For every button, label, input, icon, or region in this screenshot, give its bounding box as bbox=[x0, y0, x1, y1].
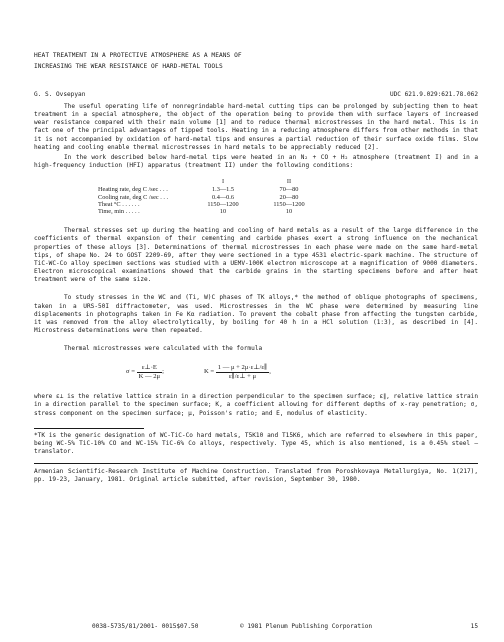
byline bbox=[34, 91, 478, 103]
cell-value: 1150—1200 bbox=[207, 200, 239, 208]
formula-fraction-sigma bbox=[137, 364, 163, 381]
cell-value: 10 bbox=[219, 208, 227, 216]
fraction-numerator: ε⊥·E bbox=[137, 364, 163, 373]
title-line-2: INCREASING THE WEAR RESISTANCE OF HARD-METAL TOOLS bbox=[34, 63, 223, 70]
conditions-header-row bbox=[94, 178, 322, 186]
cell-value: 1.3—1.5 bbox=[211, 186, 235, 194]
conditions-table bbox=[94, 178, 322, 215]
journal-code: 0038-5735/81/2001- 0015$07.50 bbox=[92, 623, 199, 630]
paragraph-intro: The useful operating life of nonregrindable hard-metal cutting tips can be prolonged by subjecting them to heat treatment in a special atmosphere, the object of the operation being to provide them with surface layers of increased wear resistance compared with their main volume [1] and to reduce thermal microstresses in the hard metal. This is in fact one of the principal advantages of tipped tools. Heating in a reducing atmosphere differs from other methods in that it is not accompanied by oxidation of hard-metal tips and ensures a partial reduction of their surface oxide films. Slow heating and cooling enable thermal microstresses in hard metals to be appreciably reduced [2]. bbox=[34, 103, 478, 151]
fraction-numerator: 1 — μ + 2μ·ε⊥/ε∥ bbox=[217, 363, 268, 371]
paragraph-formula-intro: Thermal microstresses were calculated with the formula bbox=[64, 345, 263, 353]
formula-separator: ; bbox=[162, 368, 164, 376]
row-label: Heating rate, deg C /sec . . . bbox=[98, 186, 168, 194]
table-row bbox=[94, 194, 322, 201]
stress-formula bbox=[126, 361, 478, 383]
row-label: Cooling rate, deg C /sec . . . bbox=[98, 193, 169, 201]
row-label: Theat °C . . . . . . bbox=[98, 200, 140, 208]
cell-value: 70—80 bbox=[279, 186, 299, 194]
title-line-1: HEAT TREATMENT IN A PROTECTIVE ATMOSPHERE AS A MEANS OF bbox=[34, 52, 242, 59]
affiliation-divider bbox=[34, 463, 478, 464]
footnote: *TK is the generic designation of WC-TiC-Co hard metals, T5K10 and T15K6, which are referred to elsewhere in this paper, being WC-5% TiC-10% CO and WC-15% TiC-6% Co alloys, respectively. Type 45, which is also mentioned, is a 0.45% steel — translator. bbox=[34, 431, 478, 456]
paragraph-stress-study: To study stresses in the WC and (Ti, W)C phases of TK alloys,* the method of oblique photographs of specimens, taken in a URS-50I diffractometer, was used. Microstresses in the WC phase were determined by measuring line displacements in photographs taken in Fe Kα radiation. To prevent the cobalt phase from affecting the tungsten carbide, it was removed from the alloy electrolytically, by boiling for 40 h in a HCl solution (1:3), as described in [4]. Microstress determinations were then repeated. bbox=[34, 294, 478, 334]
article-title bbox=[34, 50, 478, 72]
table-row bbox=[94, 186, 322, 193]
page-footer bbox=[92, 623, 478, 632]
paragraph-symbol-definitions: where ε⊥ is the relative lattice strain in a direction perpendicular to the specimen surface; ε∥, relative lattice strain in a direction parallel to the specimen surface; K, a coefficient allowing for different depths of x-ray penetration; σ, stress component on the specimen surface; μ, Poisson's ratio; and E, modulus of elasticity. bbox=[34, 393, 478, 417]
table-row bbox=[94, 208, 322, 215]
page-number: 15 bbox=[470, 623, 478, 630]
author-name: G. S. Ovsepyan bbox=[34, 91, 86, 98]
formula-lhs: σ = bbox=[126, 368, 135, 376]
formula-fraction-k bbox=[216, 364, 269, 381]
paragraph-thermal-stresses: Thermal stresses set up during the heating and cooling of hard metals as a result of the large difference in the coefficients of thermal expansion of their cementing and carbide phases exert a strong influence on the mechanical properties of these alloys [3]. Determinations of thermal microstresses in each phase were made on the same hard-metal tips, of shape No. 24 to GOST 2209-69, after they were sectioned in a type 4531 electric-spark machine. The structure of TiC-WC-Co alloy specimen sections was studied with a UEMV-100K electron microscope at a magnification of 9000 diameters. Electron microscopical examinations showed that the carbide grains in the starting specimens before and after heat treatment were of the same size. bbox=[34, 227, 478, 284]
udc-code: UDC 621.9.029:621.78.062 bbox=[389, 91, 478, 98]
copyright-notice: © 1981 Plenum Publishing Corporation bbox=[240, 623, 373, 630]
table-row bbox=[94, 201, 322, 208]
affiliation-note: Armenian Scientific-Research Institute of Machine Construction. Translated from Poroshkovaya Metallurgiya, No. 1(217), pp. 19-23, January, 1981. Original article submitted, after revision, September 30, 1980. bbox=[34, 468, 478, 484]
cell-value: 20—80 bbox=[279, 193, 299, 201]
fraction-denominator: ε∥/ε⊥ + μ bbox=[228, 372, 257, 380]
paper-page bbox=[34, 50, 478, 485]
fraction-denominator: K — 2μ bbox=[138, 372, 161, 380]
formula-end: , bbox=[269, 368, 271, 376]
cell-value: 0.4—0.6 bbox=[211, 193, 235, 201]
formula-k-lhs: K = bbox=[204, 368, 215, 376]
footnote-divider bbox=[34, 428, 144, 429]
column-header-II: II bbox=[286, 178, 292, 186]
cell-value: 10 bbox=[285, 208, 293, 216]
cell-value: 1150—1200 bbox=[273, 200, 305, 208]
column-header-I: I bbox=[221, 178, 225, 186]
row-label: Time, min . . . . . bbox=[98, 208, 140, 216]
paragraph-method: In the work described below hard-metal tips were heated in an N₂ + CO + H₂ atmosphere (treatment I) and in a high-frequency induction (HFI) apparatus (treatment II) under the following conditions: bbox=[34, 153, 478, 170]
